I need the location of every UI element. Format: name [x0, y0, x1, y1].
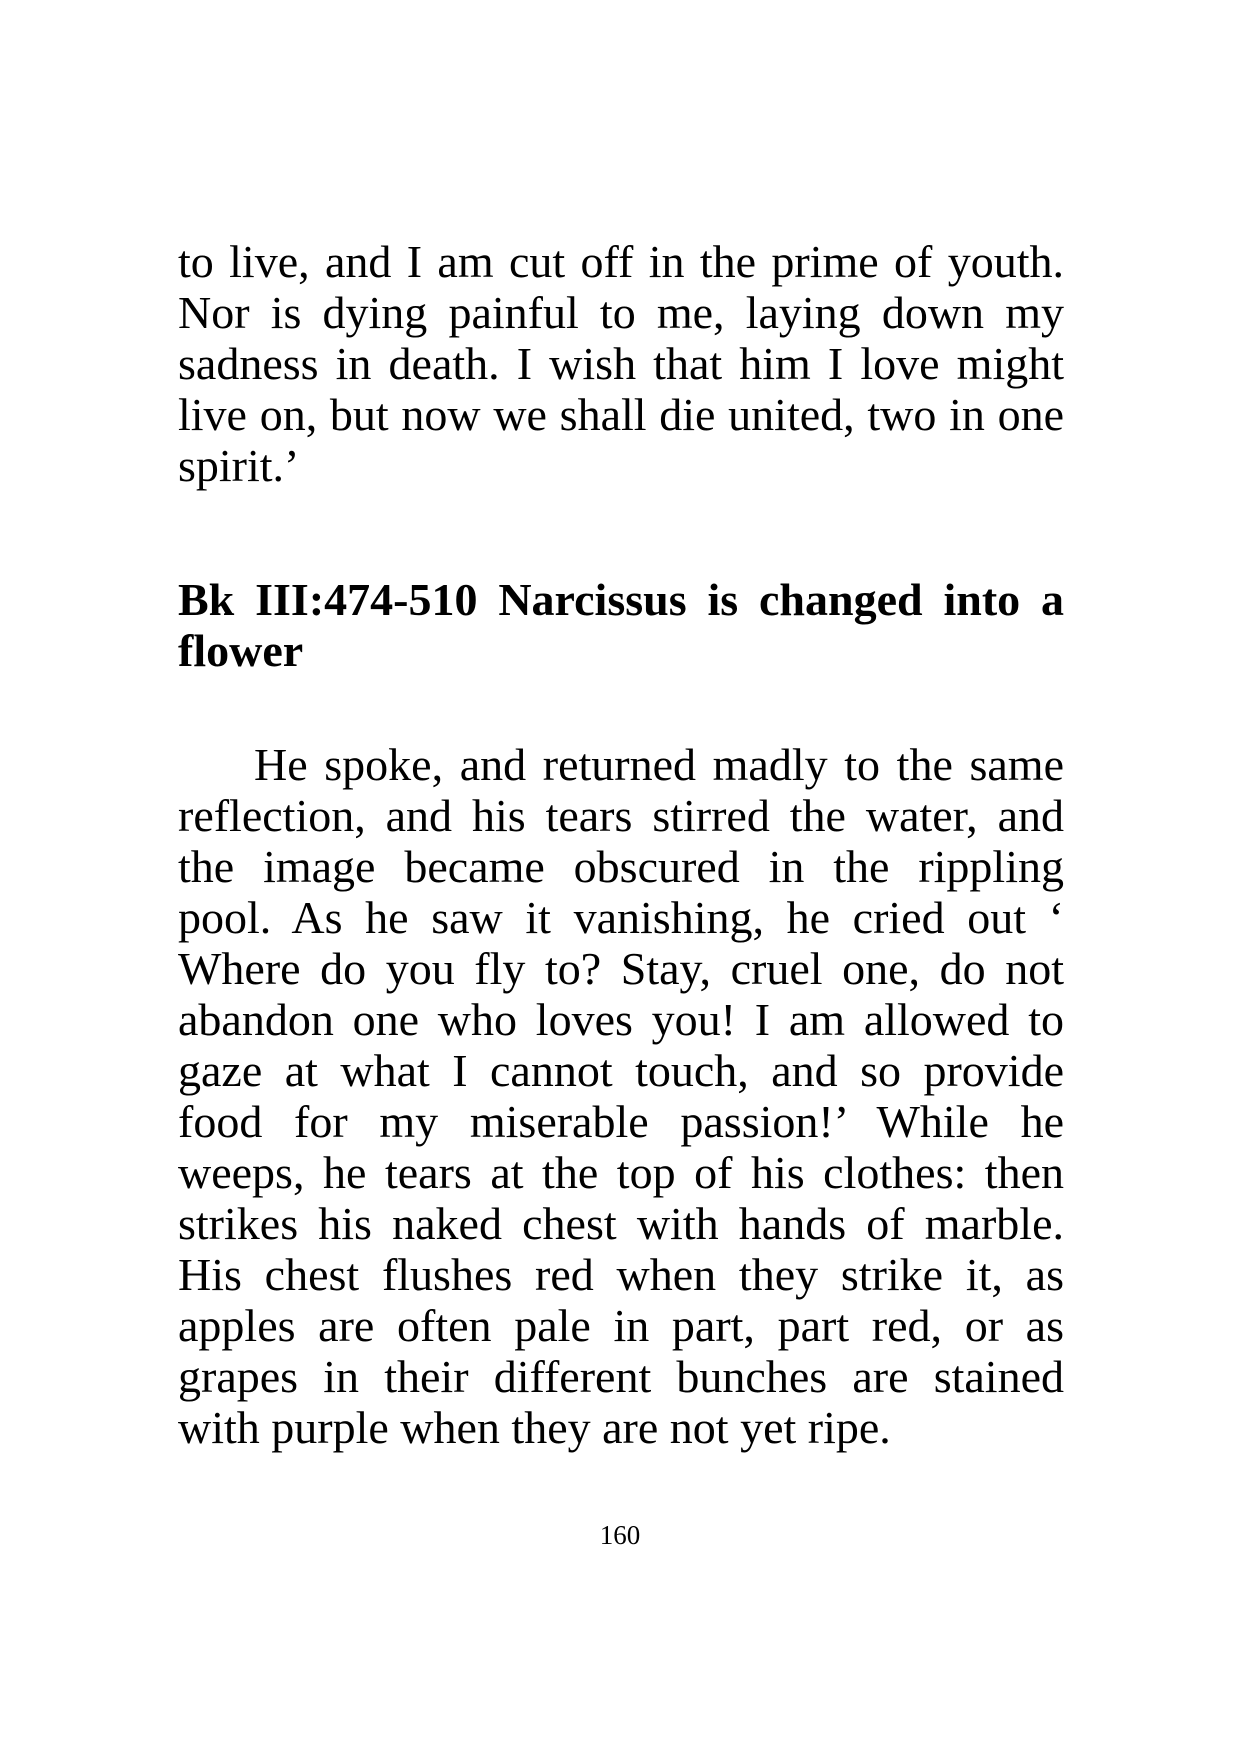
section-heading: Bk III:474-510 Narcissus is changed into a flower	[178, 574, 1064, 676]
page-number: 160	[599, 1520, 641, 1550]
paragraph-narcissus: He spoke, and returned madly to the same reflection, and his tears stirred the water, and the image became obscured in the rippling pool. As he saw it vanishing, he cried out ‘ Where do you fly to? Stay, cruel one, do not abandon one who loves you! I am allowed to gaze at what I cannot touch, and so provide food for my miserable passion!’ While he weeps, he tears at the top of his clothes: then strikes his naked chest with hands of marble. His chest flushes red when they strike it, as apples are often pale in part, part red, or as grapes in their different bunches are stained with purple when they are not yet ripe.	[178, 739, 1064, 1453]
paragraph-continuation: to live, and I am cut off in the prime of youth. Nor is dying painful to me, laying down my sadness in death. I wish that him I love might live on, but now we shall die united, two in one spirit.’	[178, 236, 1064, 491]
